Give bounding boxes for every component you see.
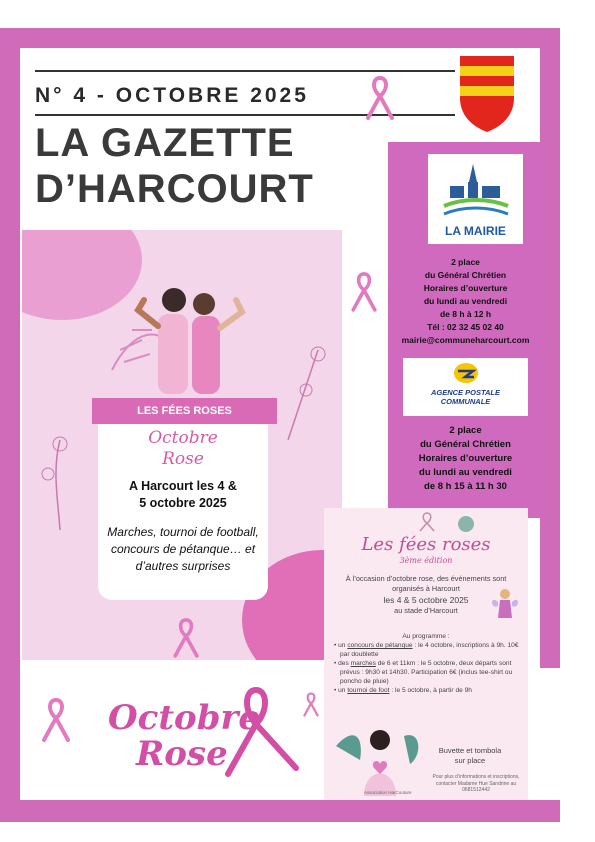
date-line: A Harcourt les 4 & [129,479,237,493]
poste-info-box [388,352,543,518]
intro-line: au stade d’Harcourt [394,606,458,615]
hours-line: du lundi au vendredi [419,467,512,478]
pink-ribbon-icon [346,268,382,314]
octobre-rose-poster [22,230,342,660]
intro-line: À l’occasion d’octobre rose, des événements sont [345,574,507,583]
page-frame-top [0,28,560,48]
item-text: : le 4 octobre, inscriptions à 9h. 10€ par doublette [340,642,519,658]
script-line: Rose [136,734,228,774]
ribbon-sketch-icon [412,510,442,532]
poster-date [98,478,268,512]
script-line: Octobre [148,428,218,448]
title-line-2: D’HARCOURT [35,167,314,211]
flyer-program [332,632,520,695]
item-title: tournoi de foot [347,687,390,694]
address-line: du Général Chrétien [424,270,507,280]
hours-line: du lundi au vendredi [423,296,508,306]
poster-info-card [98,424,268,600]
poste-label-line: COMMUNALE [440,397,491,406]
flyer-title: Les fées roses [361,534,491,555]
flyer-association: Association HarCouture [364,790,412,795]
mairie-logo-label: LA MAIRIE [445,224,506,238]
la-poste-bird-icon [453,362,479,384]
mairie-logo [428,154,523,244]
program-heading: Au programme : [402,633,450,640]
address-line: 2 place [449,425,482,436]
poste-label-line: AGENCE POSTALE [430,388,501,397]
mairie-details [388,256,543,347]
issue-number: N° 4 - OCTOBRE 2025 [35,84,309,107]
phone-number: Tél : 02 32 45 02 40 [427,322,504,332]
email-address: mairie@communeharcourt.com [401,335,530,345]
pink-ribbon-icon [36,694,76,744]
page-frame-right [540,28,560,668]
hours-line: de 8 h 15 à 11 h 30 [424,481,507,492]
flower-decoration-icon [278,340,338,450]
flyer-intro [332,574,520,616]
program-item: • un concours de pétanque : le 4 octobre, inscriptions à 9h. 10€ par doublette [334,642,519,658]
poste-logo [403,358,528,416]
poster-description [84,524,282,575]
program-item: • un tournoi de foot : le 5 octobre, à partir de 9h [334,687,472,694]
title-line-1: LA GAZETTE [35,121,295,165]
decorative-dot [458,516,474,532]
buvette-line: sur place [454,756,486,765]
desc-line: concours de pétanque… et [110,542,256,556]
item-prefix: des [338,660,351,667]
large-pink-ribbon-icon [200,684,310,780]
hours-line: de 8 h à 12 h [439,309,492,319]
hours-line: Horaires d’ouverture [423,283,508,293]
woman-heart-hands-illustration-icon [334,716,424,796]
item-title: concours de pétanque [347,642,413,649]
address-line: du Général Chrétien [420,439,511,450]
program-item: • des marches de 6 et 11km : le 5 octobre, deux départs sont prévus : 9h30 et 14h30. Participation 6€ (inclus tee-shirt ou poncho de pluie) [334,660,513,685]
page-frame-left [0,28,20,818]
pink-ribbon-icon [168,614,204,660]
item-prefix: un [338,687,348,694]
intro-line: organisés à Harcourt [392,584,460,593]
hours-line: Horaires d’ouverture [418,453,513,464]
flyer-contact: Pour plus d’informations et inscriptions, contacter Madame Hue Sandrine au 0681512442 [432,774,520,793]
item-title: marches [350,660,376,667]
flower-decoration-icon [30,430,90,540]
poster-script-title [98,428,268,470]
item-prefix: un [338,642,348,649]
two-women-illustration-icon [102,270,272,410]
desc-line: d’autres surprises [135,559,231,573]
poste-logo-label [403,388,528,406]
item-text: : le 5 octobre, à partir de 9h [389,687,472,694]
coat-of-arms-icon [458,54,516,134]
script-line: Octobre [108,698,261,738]
buvette-line: Buvette et tombola [438,746,502,755]
newspaper-title [35,120,314,212]
poster-banner: LES FÉES ROSES [92,398,277,424]
mairie-info-box [388,142,543,352]
desc-line: Marches, tournoi de football, [107,525,259,539]
script-line: Rose [162,449,204,469]
town-hall-icon [438,162,513,222]
flyer-subtitle: 3ème édition [399,556,453,565]
page-frame-bottom [0,800,560,822]
date-line: 5 octobre 2025 [139,496,227,510]
flyer-buvette [420,746,520,766]
item-text: de 6 et 11km : le 5 octobre, deux départs sont prévus : 9h30 et 14h30. Participation 6€ (inclus tee-shirt ou poncho de pluie) [340,660,513,685]
poste-details [388,424,543,494]
pink-ribbon-icon [360,72,400,122]
intro-line: les 4 & 5 octobre 2025 [383,595,469,605]
address-line: 2 place [451,257,480,267]
fees-roses-flyer [324,508,528,800]
